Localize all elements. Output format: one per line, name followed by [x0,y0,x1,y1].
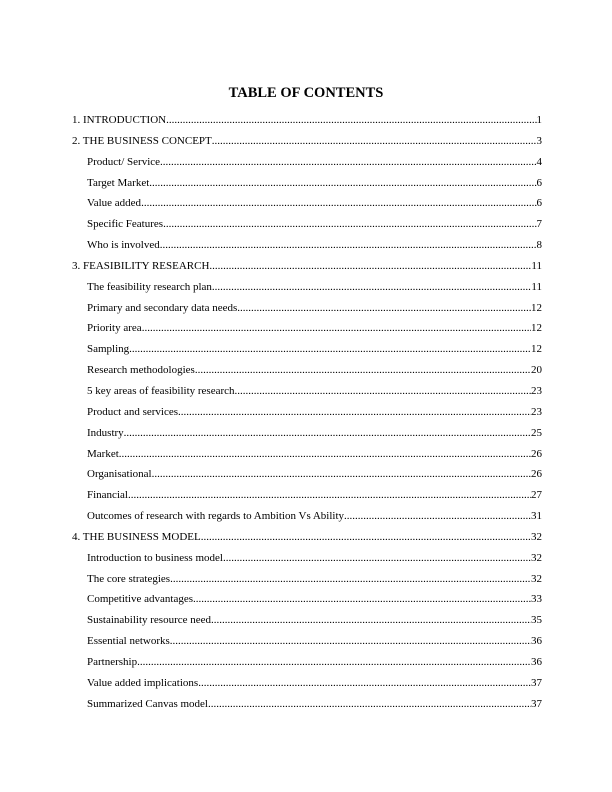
toc-subsection-entry[interactable] [72,444,542,465]
toc-entry-label: Specific Features [87,218,164,231]
toc-page-number: 27 [531,489,542,502]
toc-page-number: 6 [536,176,542,189]
toc-page-number: 23 [531,384,542,397]
toc-entry-label: Introduction to business model [87,551,223,564]
toc-subsection-entry[interactable] [72,235,542,256]
toc-page-number: 1 [536,114,542,126]
toc-page-number: 37 [531,676,542,689]
toc-dot-leader [201,527,531,548]
toc-entry-label: Organisational [87,468,152,481]
toc-dot-leader [237,298,531,319]
toc-section-entry[interactable] [72,527,542,548]
toc-page-number: 7 [536,218,542,231]
toc-section-entry[interactable] [72,110,542,131]
toc-page-number: 36 [531,655,542,668]
toc-entry-label: Essential networks [87,635,170,648]
toc-subsection-entry[interactable] [72,423,542,444]
toc-entry-label: Summarized Canvas model [87,697,208,710]
toc-page-number: 12 [531,322,542,335]
toc-subsection-entry[interactable] [72,339,542,360]
toc-dot-leader [170,569,531,590]
toc-entry-label: Sustainability resource need [87,614,212,627]
toc-entry-label: Value added [87,197,142,210]
toc-entry-label: 3. FEASIBILITY RESEARCH [72,259,210,272]
toc-subsection-entry[interactable] [72,631,542,652]
toc-dot-leader [149,173,536,194]
toc-dot-leader [212,131,537,152]
toc-entry-label: The feasibility research plan [87,280,212,293]
toc-subsection-entry[interactable] [72,569,542,590]
toc-subsection-entry[interactable] [72,464,542,485]
toc-entry-label: Outcomes of research with regards to Ambition Vs Ability [87,510,345,523]
toc-page-number: 31 [531,510,542,523]
toc-subsection-entry[interactable] [72,694,542,715]
toc-subsection-entry[interactable] [72,485,542,506]
toc-dot-leader [129,339,531,360]
toc-page-number: 33 [531,593,542,606]
toc-dot-leader [211,610,531,631]
toc-page-number: 8 [536,239,542,252]
toc-subsection-entry[interactable] [72,381,542,402]
toc-dot-leader [137,652,531,673]
toc-entry-label: Value added implications [87,676,199,689]
toc-subsection-entry[interactable] [72,548,542,569]
toc-page-number: 25 [531,426,542,439]
toc-subsection-entry[interactable] [72,402,542,423]
toc-subsection-entry[interactable] [72,589,542,610]
toc-page-number: 11 [531,280,542,293]
toc-subsection-entry[interactable] [72,152,542,173]
toc-page-number: 12 [531,343,542,356]
toc-entry-label: Research methodologies [87,364,195,377]
toc-dot-leader [193,589,531,610]
toc-dot-leader [195,360,531,381]
toc-subsection-entry[interactable] [72,360,542,381]
toc-dot-leader [344,506,531,527]
page-title: TABLE OF CONTENTS [228,85,384,101]
toc-dot-leader [166,110,536,131]
toc-dot-leader [141,193,536,214]
toc-entry-label: Priority area [87,322,142,335]
toc-dot-leader [209,256,531,277]
toc-entry-label: 4. THE BUSINESS MODEL [72,530,201,543]
toc-section-entry[interactable] [72,256,542,277]
toc-dot-leader [235,381,531,402]
toc-dot-leader [170,631,531,652]
toc-subsection-entry[interactable] [72,173,542,194]
toc-page-number: 32 [531,551,542,564]
toc-dot-leader [160,152,536,173]
toc-entry-label: Primary and secondary data needs [87,301,238,314]
toc-subsection-entry[interactable] [72,506,542,527]
toc-subsection-entry[interactable] [72,193,542,214]
toc-entry-label: Who is involved [87,239,160,252]
toc-dot-leader [212,277,531,298]
toc-subsection-entry[interactable] [72,673,542,694]
toc-dot-leader [223,548,531,569]
toc-page-number: 37 [531,697,542,710]
toc-section-entry[interactable] [72,131,542,152]
toc-page-number: 20 [531,364,542,377]
toc-subsection-entry[interactable] [72,318,542,339]
toc-dot-leader [178,402,531,423]
toc-dot-leader [124,423,531,444]
toc-page-number: 26 [531,468,542,481]
toc-entry-label: 2. THE BUSINESS CONCEPT [72,134,212,147]
toc-dot-leader [198,673,531,694]
toc-entry-label: Financial [87,489,128,502]
toc-entry-label: Product and services [87,405,179,418]
toc-page-number: 4 [536,155,542,168]
toc-page-number: 12 [531,301,542,314]
toc-dot-leader [128,485,531,506]
toc-entry-label: Competitive advantages [87,593,193,606]
toc-entry-label: Market [87,447,119,460]
toc-entry-label: Sampling [87,343,130,356]
toc-subsection-entry[interactable] [72,610,542,631]
toc-page-number: 35 [531,614,542,627]
toc-entry-label: The core strategies [87,572,171,585]
toc-dot-leader [142,318,531,339]
toc-page-number: 32 [531,530,542,543]
toc-page-number: 36 [531,635,542,648]
toc-dot-leader [119,444,531,465]
toc-page-number: 32 [531,572,542,585]
toc-list [72,110,542,714]
toc-subsection-entry[interactable] [72,652,542,673]
toc-dot-leader [160,235,537,256]
toc-page-number: 23 [531,405,542,418]
toc-subsection-entry[interactable] [72,214,542,235]
toc-entry-label: Target Market [87,176,150,189]
toc-dot-leader [152,464,531,485]
toc-entry-label: 5 key areas of feasibility research [87,384,235,397]
toc-entry-label: Product/ Service [87,155,161,168]
toc-entry-label: Partnership [87,655,138,668]
toc-entry-label: Industry [87,426,124,439]
toc-dot-leader [163,214,536,235]
toc-page-number: 26 [531,447,542,460]
toc-page-number: 3 [536,134,542,147]
toc-entry-label: 1. INTRODUCTION [72,114,167,126]
toc-page-number: 11 [531,259,542,272]
toc-dot-leader [208,694,531,715]
toc-page-number: 6 [536,197,542,210]
toc-subsection-entry[interactable] [72,298,542,319]
toc-subsection-entry[interactable] [72,277,542,298]
